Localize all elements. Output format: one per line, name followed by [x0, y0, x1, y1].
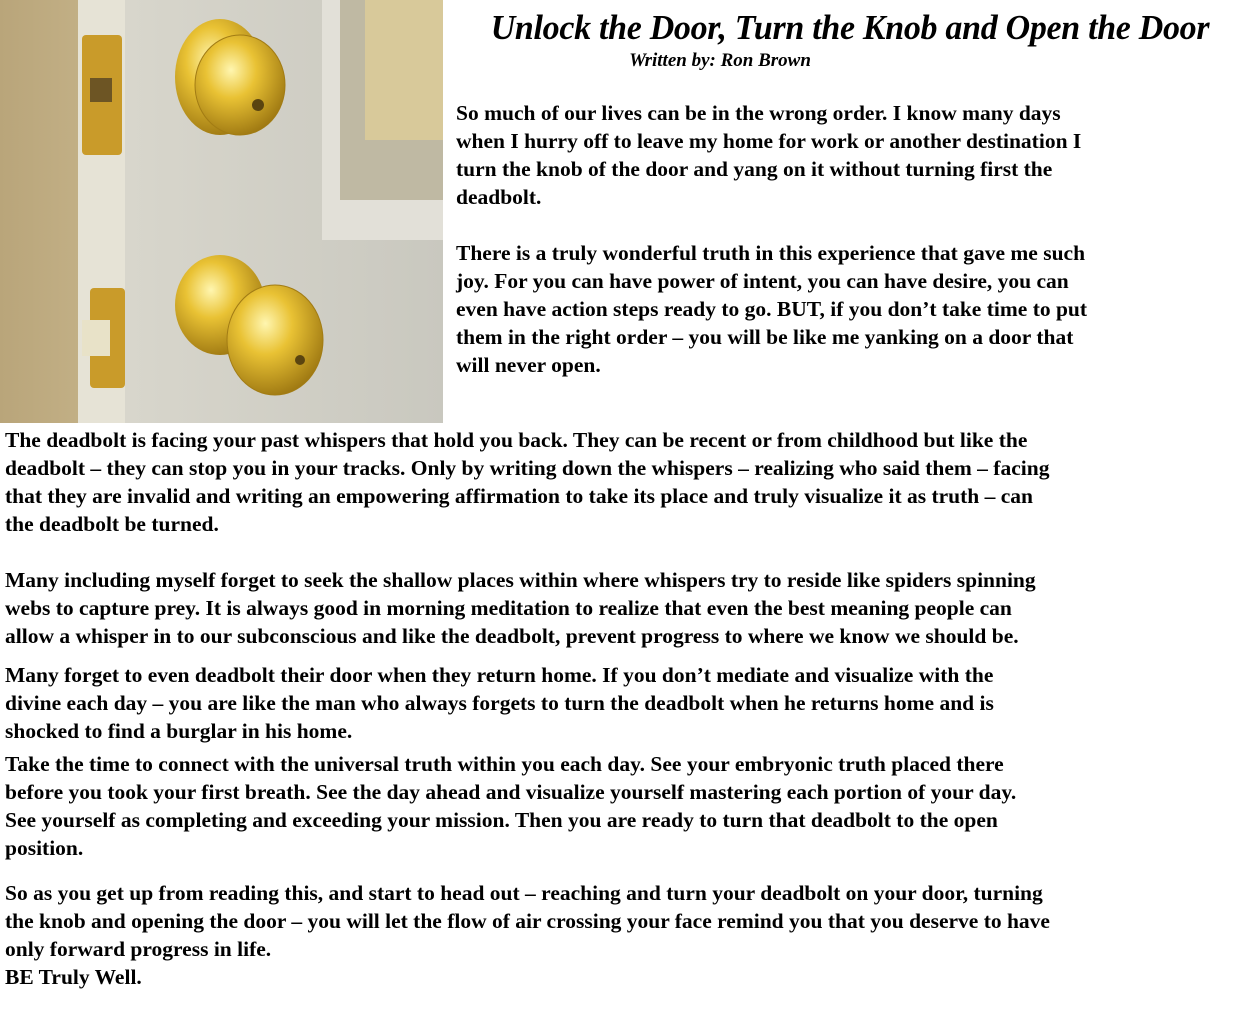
- text-line: position.: [5, 836, 84, 860]
- text-line: allow a whisper in to our subconscious and like the deadbolt, prevent progress to where we know we should be.: [5, 624, 1019, 648]
- text-line: shocked to find a burglar in his home.: [5, 719, 353, 743]
- text-line: turn the knob of the door and yang on it without turning first the: [456, 157, 1053, 181]
- paragraph-3: [5, 426, 1049, 538]
- text-line: when I hurry off to leave my home for work or another destination I: [456, 129, 1082, 153]
- paragraph-6: [5, 750, 1016, 862]
- paragraph-7: [5, 879, 1050, 991]
- text-line: See yourself as completing and exceeding your mission. Then you are ready to turn that deadbolt to the open: [5, 808, 998, 832]
- text-line: the knob and opening the door – you will let the flow of air crossing your face remind you that you deserve to have: [5, 909, 1050, 933]
- text-line: only forward progress in life.: [5, 937, 272, 961]
- text-line: So much of our lives can be in the wrong order. I know many days: [456, 101, 1061, 125]
- paragraph-2: [456, 239, 1087, 379]
- door-lock-photo: [0, 0, 443, 423]
- document-title: Unlock the Door, Turn the Knob and Open the Door: [490, 8, 1210, 47]
- text-line: joy. For you can have power of intent, you can have desire, you can: [456, 269, 1069, 293]
- text-line: The deadbolt is facing your past whispers that hold you back. They can be recent or from childhood but like the: [5, 428, 1028, 452]
- paragraph-5: [5, 661, 994, 745]
- text-line: webs to capture prey. It is always good in morning meditation to realize that even the best meaning people can: [5, 596, 1012, 620]
- text-line: the deadbolt be turned.: [5, 512, 219, 536]
- text-line: them in the right order – you will be like me yanking on a door that: [456, 325, 1074, 349]
- text-line: There is a truly wonderful truth in this experience that gave me such: [456, 241, 1086, 265]
- text-line: that they are invalid and writing an empowering affirmation to take its place and truly visualize it as truth – can: [5, 484, 1034, 508]
- closing-line: BE Truly Well.: [5, 965, 142, 989]
- text-line: Many including myself forget to seek the shallow places within where whispers try to reside like spiders spinning: [5, 568, 1036, 592]
- text-line: So as you get up from reading this, and start to head out – reaching and turn your deadbolt on your door, turning: [5, 881, 1043, 905]
- text-line: divine each day – you are like the man who always forgets to turn the deadbolt when he returns home and is: [5, 691, 994, 715]
- text-line: before you took your first breath. See the day ahead and visualize yourself mastering each portion of your day.: [5, 780, 1017, 804]
- text-line: deadbolt – they can stop you in your tracks. Only by writing down the whispers – realizing who said them – facing: [5, 456, 1050, 480]
- document-author: Written by: Ron Brown: [629, 50, 811, 71]
- text-line: Many forget to even deadbolt their door when they return home. If you don’t mediate and visualize with the: [5, 663, 994, 687]
- text-line: will never open.: [456, 353, 601, 377]
- text-line: Take the time to connect with the universal truth within you each day. See your embryonic truth placed there: [5, 752, 1004, 776]
- paragraph-1: [456, 99, 1081, 211]
- text-line: deadbolt.: [456, 185, 542, 209]
- text-line: even have action steps ready to go. BUT, if you don’t take time to put: [456, 297, 1088, 321]
- paragraph-4: [5, 566, 1036, 650]
